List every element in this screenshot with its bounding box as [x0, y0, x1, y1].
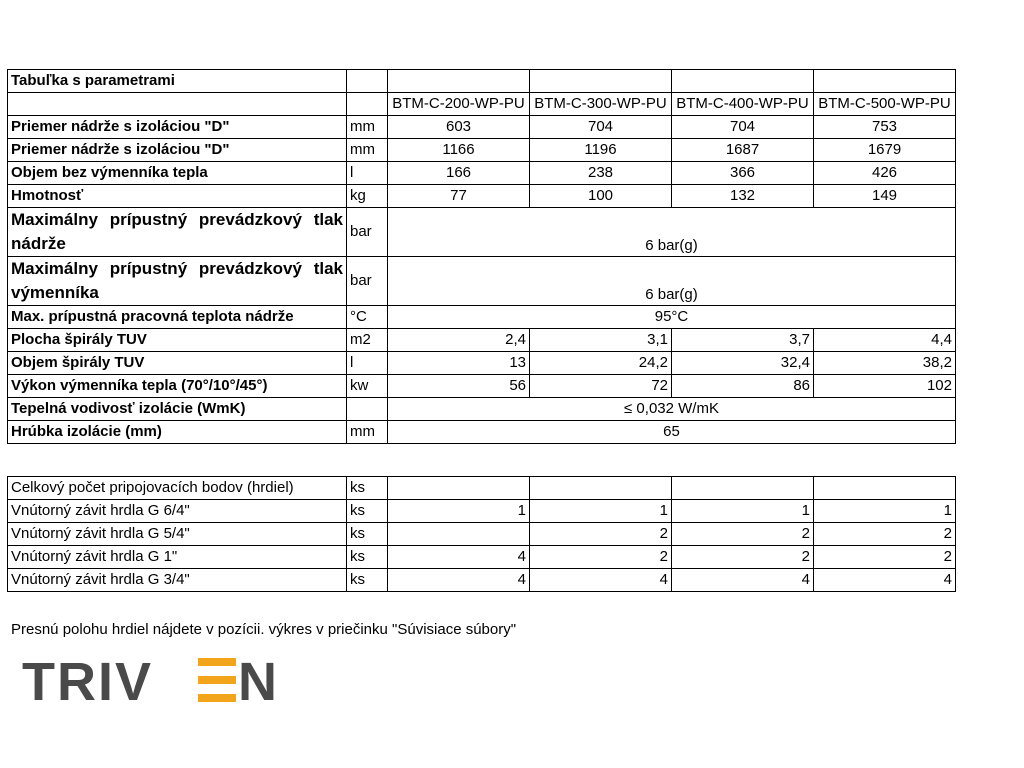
logo-e-bars — [198, 658, 236, 702]
row-unit: m2 — [347, 329, 388, 352]
row-label: Max. prípustná pracovná teplota nádrže — [8, 306, 347, 329]
value-cell: 704 — [672, 116, 814, 139]
table-row — [8, 523, 956, 546]
value-cell: 1 — [530, 500, 672, 523]
row-label: Výkon výmenníka tepla (70°/10°/45°) — [8, 375, 347, 398]
value-cell: 366 — [672, 162, 814, 185]
row-label: Plocha špirály TUV — [8, 329, 347, 352]
value-cell: 77 — [388, 185, 530, 208]
value-cell: 72 — [530, 375, 672, 398]
connections-table — [7, 476, 956, 592]
table-row — [8, 375, 956, 398]
value-cell: 426 — [814, 162, 956, 185]
model-header: BTM-C-300-WP-PU — [530, 93, 672, 116]
value-cell: 132 — [672, 185, 814, 208]
value-cell: 2 — [672, 523, 814, 546]
row-unit: mm — [347, 116, 388, 139]
value-cell: 3,1 — [530, 329, 672, 352]
svg-text:TRIV: TRIV — [22, 652, 154, 710]
row-label: Priemer nádrže s izoláciou "D" — [8, 116, 347, 139]
value-cell: 13 — [388, 352, 530, 375]
value-cell: 102 — [814, 375, 956, 398]
table-row — [8, 500, 956, 523]
value-cell: 2 — [530, 546, 672, 569]
value-cell: 4 — [672, 569, 814, 592]
model-header: BTM-C-500-WP-PU — [814, 93, 956, 116]
table-title: Tabuľka s parametrami — [8, 70, 347, 93]
value-cell: 2 — [672, 546, 814, 569]
row-unit: l — [347, 352, 388, 375]
table-row — [8, 208, 956, 257]
value-cell — [672, 477, 814, 500]
table-row — [8, 162, 956, 185]
row-unit: l — [347, 162, 388, 185]
table-title-row — [8, 70, 956, 93]
value-cell: 1 — [388, 500, 530, 523]
value-cell: 166 — [388, 162, 530, 185]
value-cell — [814, 477, 956, 500]
value-cell: 3,7 — [672, 329, 814, 352]
table-row — [8, 329, 956, 352]
value-cell: 4 — [388, 546, 530, 569]
model-header: BTM-C-200-WP-PU — [388, 93, 530, 116]
table-row — [8, 139, 956, 162]
row-unit: mm — [347, 421, 388, 444]
row-unit: bar — [347, 257, 388, 306]
row-label: Vnútorný závit hrdla G 6/4" — [8, 500, 347, 523]
value-cell: 2,4 — [388, 329, 530, 352]
value-cell: 753 — [814, 116, 956, 139]
value-cell — [388, 523, 530, 546]
value-cell: 56 — [388, 375, 530, 398]
row-unit: kg — [347, 185, 388, 208]
row-unit: ks — [347, 546, 388, 569]
value-cell: 1687 — [672, 139, 814, 162]
table-row — [8, 306, 956, 329]
value-cell: 38,2 — [814, 352, 956, 375]
row-unit: bar — [347, 208, 388, 257]
merged-value: ≤ 0,032 W/mK — [388, 398, 956, 421]
row-label: Objem bez výmenníka tepla — [8, 162, 347, 185]
row-unit: ks — [347, 500, 388, 523]
value-cell: 2 — [530, 523, 672, 546]
row-label: Maximálny prípustný prevádzkový tlak výmenníka — [8, 257, 347, 306]
value-cell: 2 — [814, 546, 956, 569]
table-row — [8, 257, 956, 306]
value-cell: 24,2 — [530, 352, 672, 375]
footnote: Presnú polohu hrdiel nájdete v pozícii. výkres v priečinku "Súvisiace súbory" — [11, 621, 517, 638]
merged-value: 65 — [388, 421, 956, 444]
row-unit: ks — [347, 569, 388, 592]
merged-value: 6 bar(g) — [388, 257, 956, 306]
row-label: Vnútorný závit hrdla G 1" — [8, 546, 347, 569]
table-row — [8, 569, 956, 592]
row-unit — [347, 398, 388, 421]
value-cell: 4 — [814, 569, 956, 592]
value-cell: 1679 — [814, 139, 956, 162]
row-unit: kw — [347, 375, 388, 398]
row-unit: mm — [347, 139, 388, 162]
value-cell: 1166 — [388, 139, 530, 162]
table-row — [8, 477, 956, 500]
value-cell: 2 — [814, 523, 956, 546]
model-header-row — [8, 93, 956, 116]
table-row — [8, 116, 956, 139]
value-cell: 1 — [672, 500, 814, 523]
row-label: Priemer nádrže s izoláciou "D" — [8, 139, 347, 162]
value-cell: 100 — [530, 185, 672, 208]
value-cell: 86 — [672, 375, 814, 398]
value-cell: 603 — [388, 116, 530, 139]
row-label: Maximálny prípustný prevádzkový tlak nádrže — [8, 208, 347, 257]
value-cell — [388, 477, 530, 500]
table-row — [8, 352, 956, 375]
table-row — [8, 185, 956, 208]
value-cell: 1196 — [530, 139, 672, 162]
table-row — [8, 546, 956, 569]
value-cell: 238 — [530, 162, 672, 185]
triven-logo — [22, 650, 282, 710]
row-unit: °C — [347, 306, 388, 329]
table-row — [8, 398, 956, 421]
row-label: Tepelná vodivosť izolácie (WmK) — [8, 398, 347, 421]
parameters-table — [7, 69, 956, 444]
value-cell — [530, 477, 672, 500]
value-cell: 704 — [530, 116, 672, 139]
value-cell: 4,4 — [814, 329, 956, 352]
value-cell: 1 — [814, 500, 956, 523]
svg-text:N: N — [238, 652, 277, 710]
table-row — [8, 421, 956, 444]
row-label: Hmotnosť — [8, 185, 347, 208]
value-cell: 4 — [530, 569, 672, 592]
row-unit: ks — [347, 523, 388, 546]
row-label: Vnútorný závit hrdla G 5/4" — [8, 523, 347, 546]
row-label: Hrúbka izolácie (mm) — [8, 421, 347, 444]
merged-value: 6 bar(g) — [388, 208, 956, 257]
value-cell: 32,4 — [672, 352, 814, 375]
row-label: Objem špirály TUV — [8, 352, 347, 375]
row-label: Celkový počet pripojovacích bodov (hrdiel) — [8, 477, 347, 500]
value-cell: 4 — [388, 569, 530, 592]
row-unit: ks — [347, 477, 388, 500]
row-label: Vnútorný závit hrdla G 3/4" — [8, 569, 347, 592]
model-header: BTM-C-400-WP-PU — [672, 93, 814, 116]
value-cell: 149 — [814, 185, 956, 208]
merged-value: 95°C — [388, 306, 956, 329]
